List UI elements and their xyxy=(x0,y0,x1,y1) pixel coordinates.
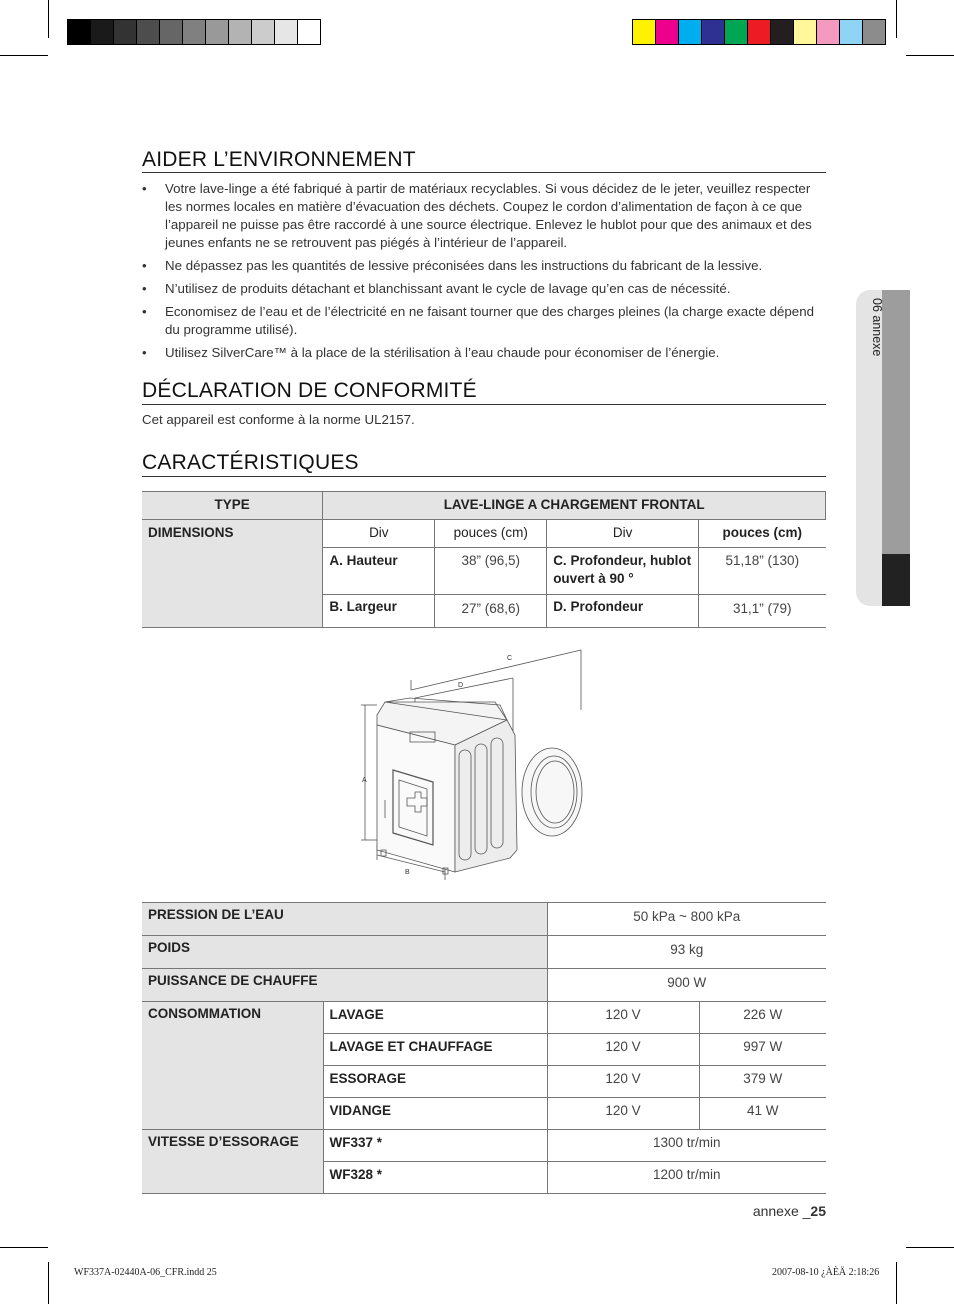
color-calibration-bar xyxy=(632,19,886,45)
calibration-swatch xyxy=(252,20,275,44)
crop-mark xyxy=(896,1262,897,1304)
voltage-value: 120 V xyxy=(547,1002,699,1034)
crop-mark xyxy=(0,1247,48,1248)
side-tab-bar xyxy=(882,290,910,554)
dimension-value: 38” (96,5) xyxy=(435,548,547,595)
calibration-swatch xyxy=(679,20,702,44)
type-label: TYPE xyxy=(142,492,323,520)
power-value: 226 W xyxy=(699,1002,826,1034)
crop-mark xyxy=(48,0,49,38)
dimension-name: B. Largeur xyxy=(323,595,435,628)
dimension-name: D. Profondeur xyxy=(547,595,699,628)
calibration-swatch xyxy=(771,20,794,44)
dimension-value: 51,18” (130) xyxy=(699,548,826,595)
dimension-name: A. Hauteur xyxy=(323,548,435,595)
heading-specifications: CARACTÉRISTIQUES xyxy=(142,451,359,474)
bullet-item: • Utilisez SilverCare™ à la place de la stérilisation à l’eau chaude pour économiser de l’énergie. xyxy=(142,344,826,362)
crop-mark xyxy=(906,55,954,56)
calibration-swatch xyxy=(160,20,183,44)
model-label: WF337 * xyxy=(323,1130,547,1162)
calibration-swatch xyxy=(183,20,206,44)
consumption-label: CONSOMMATION xyxy=(142,1002,323,1130)
crop-mark xyxy=(48,1262,49,1304)
spin-speed-label: VITESSE D’ESSORAGE xyxy=(142,1130,323,1194)
crop-mark xyxy=(896,0,897,38)
dimension-value: 27” (68,6) xyxy=(435,595,547,628)
voltage-value: 120 V xyxy=(547,1098,699,1130)
calibration-swatch xyxy=(633,20,656,44)
crop-mark xyxy=(906,1247,954,1248)
calibration-swatch xyxy=(206,20,229,44)
weight-value: 93 kg xyxy=(547,936,826,969)
mode-label: LAVAGE ET CHAUFFAGE xyxy=(323,1034,547,1066)
heater-value: 900 W xyxy=(547,969,826,1002)
diagram-label-a: A xyxy=(362,777,367,784)
table-row xyxy=(142,520,826,548)
power-value: 41 W xyxy=(699,1098,826,1130)
calibration-swatch xyxy=(725,20,748,44)
table-row xyxy=(142,936,826,969)
calibration-swatch xyxy=(137,20,160,44)
heading-rule xyxy=(142,404,826,405)
heater-label: PUISSANCE DE CHAUFFE xyxy=(142,969,547,1002)
environment-bullets xyxy=(142,180,826,367)
specifications-table xyxy=(142,902,826,1194)
print-slug-date: 2007-08-10 ¿ÀÈÄ 2:18:26 xyxy=(772,1267,880,1278)
calibration-swatch xyxy=(748,20,771,44)
table-row xyxy=(142,492,826,520)
header-cell: Div xyxy=(323,520,435,548)
power-value: 997 W xyxy=(699,1034,826,1066)
dimension-name: C. Profondeur, hublot ouvert à 90 ° xyxy=(547,548,699,595)
weight-label: POIDS xyxy=(142,936,547,969)
table-row xyxy=(142,969,826,1002)
header-cell: pouces (cm) xyxy=(435,520,547,548)
footer-section: annexe _ xyxy=(752,1203,811,1219)
print-slug-file: WF337A-02440A-06_CFR.indd 25 xyxy=(74,1267,217,1278)
page-number: 25 xyxy=(810,1203,826,1219)
washer-dimension-diagram xyxy=(355,640,595,890)
calibration-swatch xyxy=(863,20,885,44)
side-tab-label: 06 annexe xyxy=(870,298,884,357)
dimensions-label: DIMENSIONS xyxy=(142,520,323,628)
calibration-swatch xyxy=(817,20,840,44)
table-row xyxy=(142,1002,826,1034)
dimension-value: 31,1” (79) xyxy=(699,595,826,628)
power-value: 379 W xyxy=(699,1066,826,1098)
bullet-item: • Economisez de l’eau et de l’électricité en ne faisant tourner que des charges pleines (la charge exacte dépend du programme utilisé). xyxy=(142,303,826,339)
side-tab-marker xyxy=(882,554,910,606)
bullet-item: • N’utilisez de produits détachant et blanchissant avant le cycle de lavage qu’en cas de nécessité. xyxy=(142,280,826,298)
calibration-swatch xyxy=(91,20,114,44)
calibration-swatch xyxy=(275,20,298,44)
diagram-label-d: D xyxy=(458,682,464,689)
voltage-value: 120 V xyxy=(547,1034,699,1066)
bullet-item: • Votre lave-linge a été fabriqué à partir de matériaux recyclables. Si vous décidez de le jeter, veuillez respecter les normes locales en matière d’évacuation des déchets. Coupez le cordon d’alimentation de façon à ce que l’appareil ne puisse pas être raccordé à une source électrique. Enlevez le hublot pour que des animaux et des jeunes enfants ne se retrouvent pas piégés à l’intérieur de l’appareil. xyxy=(142,180,826,252)
diagram-label-b: B xyxy=(405,869,410,876)
mode-label: LAVAGE xyxy=(323,1002,547,1034)
heading-rule xyxy=(142,172,826,173)
table-row xyxy=(142,903,826,936)
calibration-swatch xyxy=(702,20,725,44)
header-cell: Div xyxy=(547,520,699,548)
model-label: WF328 * xyxy=(323,1162,547,1194)
voltage-value: 120 V xyxy=(547,1066,699,1098)
mode-label: ESSORAGE xyxy=(323,1066,547,1098)
page-footer xyxy=(700,1203,826,1219)
calibration-swatch xyxy=(114,20,137,44)
heading-rule xyxy=(142,476,826,477)
calibration-swatch xyxy=(68,20,91,44)
table-row xyxy=(142,1130,826,1162)
water-pressure-label: PRESSION DE L’EAU xyxy=(142,903,547,936)
calibration-swatch xyxy=(840,20,863,44)
mode-label: VIDANGE xyxy=(323,1098,547,1130)
diagram-label-c: C xyxy=(507,655,513,662)
grayscale-calibration-bar xyxy=(67,19,321,45)
spin-speed-value: 1300 tr/min xyxy=(547,1130,826,1162)
calibration-swatch xyxy=(298,20,320,44)
crop-mark xyxy=(0,55,48,56)
heading-environment: AIDER L’ENVIRONNEMENT xyxy=(142,148,416,171)
dimensions-table xyxy=(142,491,826,628)
calibration-swatch xyxy=(656,20,679,44)
type-value: LAVE-LINGE A CHARGEMENT FRONTAL xyxy=(323,492,826,520)
calibration-swatch xyxy=(794,20,817,44)
calibration-swatch xyxy=(229,20,252,44)
heading-conformity: DÉCLARATION DE CONFORMITÉ xyxy=(142,379,477,402)
spin-speed-value: 1200 tr/min xyxy=(547,1162,826,1194)
conformity-text: Cet appareil est conforme à la norme UL2157. xyxy=(142,412,415,427)
bullet-item: • Ne dépassez pas les quantités de lessive préconisées dans les instructions du fabricant de la lessive. xyxy=(142,257,826,275)
water-pressure-value: 50 kPa ~ 800 kPa xyxy=(547,903,826,936)
header-cell: pouces (cm) xyxy=(699,520,826,548)
